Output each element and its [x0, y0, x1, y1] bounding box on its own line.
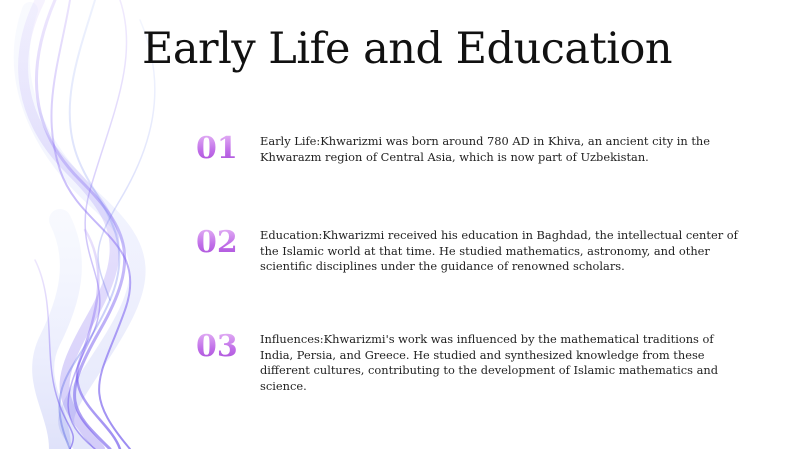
item-text: Education:Khwarizmi received his education in Baghdad, the intellectual center of the Islamic world at that time. He studied mathematics, astronomy, and other scientific disciplines under the guidance of renowned scholars. — [260, 228, 738, 273]
list-item — [196, 132, 756, 166]
item-number: 03 — [196, 330, 260, 364]
list-item — [196, 226, 756, 275]
item-number: 02 — [196, 226, 260, 260]
list-item — [196, 330, 756, 394]
item-text: Influences:Khwarizmi's work was influenced by the mathematical traditions of India, Persia, and Greece. He studied and synthesized knowledge from these different cultures, contributing to the development of Islamic mathematics and science. — [260, 332, 719, 393]
page-title: Early Life and Education — [142, 24, 673, 74]
item-text: Early Life:Khwarizmi was born around 780 AD in Khiva, an ancient city in the Khwarazm region of Central Asia, which is now part of Uzbekistan. — [260, 134, 711, 164]
item-number: 01 — [196, 132, 260, 166]
